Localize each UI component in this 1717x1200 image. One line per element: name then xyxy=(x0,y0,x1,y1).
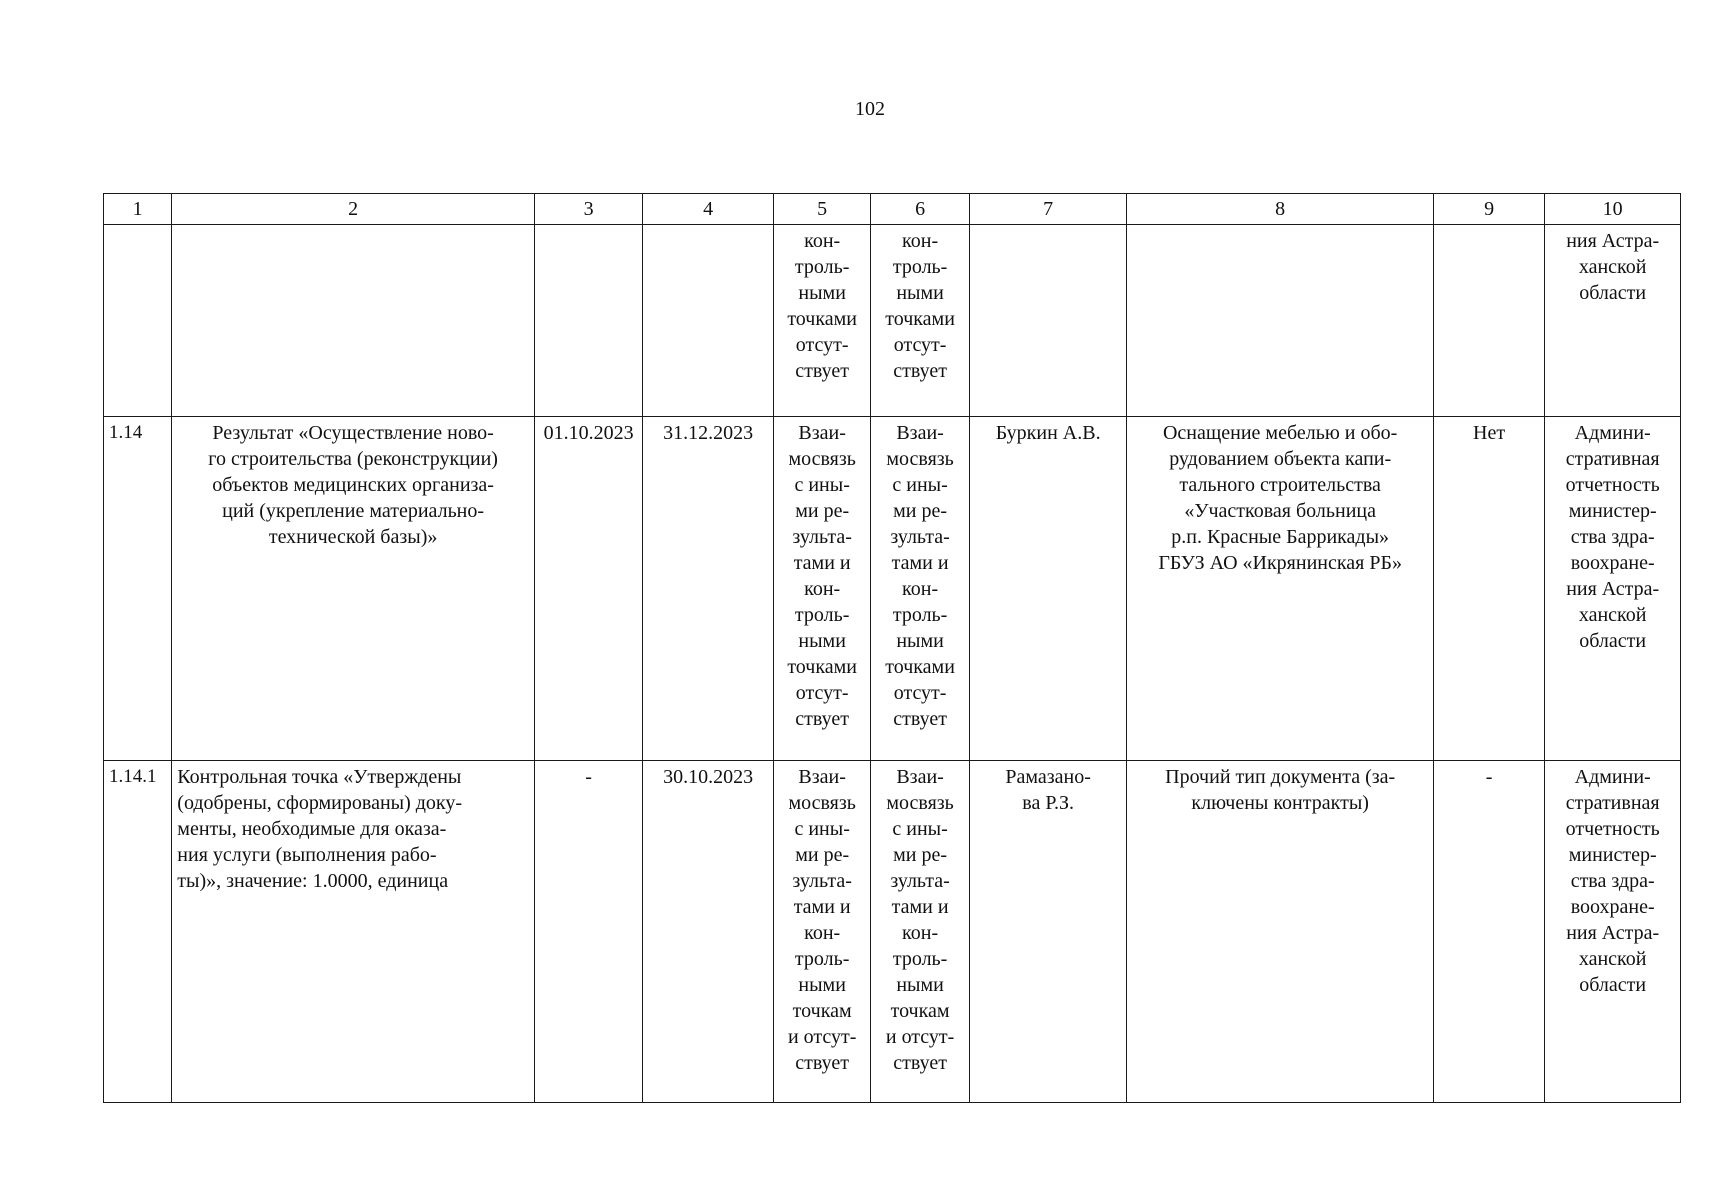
column-header: 8 xyxy=(1127,194,1433,225)
column-header: 1 xyxy=(104,194,172,225)
relation-cell: Взаи- мосвязь с ины- ми ре- зульта- тами и кон- троль- ными точкам и отсут- ствует xyxy=(773,761,870,1103)
col9-value: Нет xyxy=(1433,417,1544,761)
plan-table xyxy=(103,193,1681,1103)
relation-cell: Взаи- мосвязь с ины- ми ре- зульта- тами и кон- троль- ными точками отсут- ствует xyxy=(773,417,870,761)
reporting-source: ния Астра- ханской области xyxy=(1545,225,1681,417)
table-row xyxy=(104,225,1681,417)
column-header: 10 xyxy=(1545,194,1681,225)
row-number: 1.14 xyxy=(104,417,172,761)
header-row xyxy=(104,194,1681,225)
responsible xyxy=(969,225,1127,417)
column-header: 5 xyxy=(773,194,870,225)
column-header: 9 xyxy=(1433,194,1544,225)
page-number: 102 xyxy=(855,98,885,120)
column-header: 7 xyxy=(969,194,1127,225)
relation-cell: Взаи- мосвязь с ины- ми ре- зульта- тами и кон- троль- ными точками отсут- ствует xyxy=(871,417,969,761)
end-date: 31.12.2023 xyxy=(643,417,774,761)
relation-cell: Взаи- мосвязь с ины- ми ре- зульта- тами и кон- троль- ными точкам и отсут- ствует xyxy=(871,761,969,1103)
start-date: 01.10.2023 xyxy=(534,417,642,761)
end-date xyxy=(643,225,774,417)
row-number: 1.14.1 xyxy=(104,761,172,1103)
start-date: - xyxy=(534,761,642,1103)
col9-value xyxy=(1433,225,1544,417)
row-number xyxy=(104,225,172,417)
reporting-source: Админи- стративная отчетность министер- ства здра- воохране- ния Астра- ханской области xyxy=(1545,761,1681,1103)
column-header: 4 xyxy=(643,194,774,225)
start-date xyxy=(534,225,642,417)
column-header: 3 xyxy=(534,194,642,225)
col9-value: - xyxy=(1433,761,1544,1103)
relation-cell: кон- троль- ными точками отсут- ствует xyxy=(871,225,969,417)
description xyxy=(1127,225,1433,417)
row-name: Контрольная точка «Утверждены (одобрены, сформированы) доку- менты, необходимые для оказа- ния услуги (выполнения рабо- ты)», значение: 1.0000, единица xyxy=(172,761,535,1103)
row-name xyxy=(172,225,535,417)
table-row xyxy=(104,417,1681,761)
reporting-source: Админи- стративная отчетность министер- ства здра- воохране- ния Астра- ханской области xyxy=(1545,417,1681,761)
relation-cell: кон- троль- ными точками отсут- ствует xyxy=(773,225,870,417)
description: Прочий тип документа (за- ключены контракты) xyxy=(1127,761,1433,1103)
column-header: 6 xyxy=(871,194,969,225)
column-header: 2 xyxy=(172,194,535,225)
table-row xyxy=(104,761,1681,1103)
description: Оснащение мебелью и обо- рудованием объекта капи- тального строительства «Участковая больница р.п. Красные Баррикады» ГБУЗ АО «Икрянинская РБ» xyxy=(1127,417,1433,761)
end-date: 30.10.2023 xyxy=(643,761,774,1103)
responsible: Рамазано- ва Р.З. xyxy=(969,761,1127,1103)
row-name: Результат «Осуществление ново- го строительства (реконструкции) объектов медицинских организа- ций (укрепление материально- технической базы)» xyxy=(172,417,535,761)
responsible: Буркин А.В. xyxy=(969,417,1127,761)
